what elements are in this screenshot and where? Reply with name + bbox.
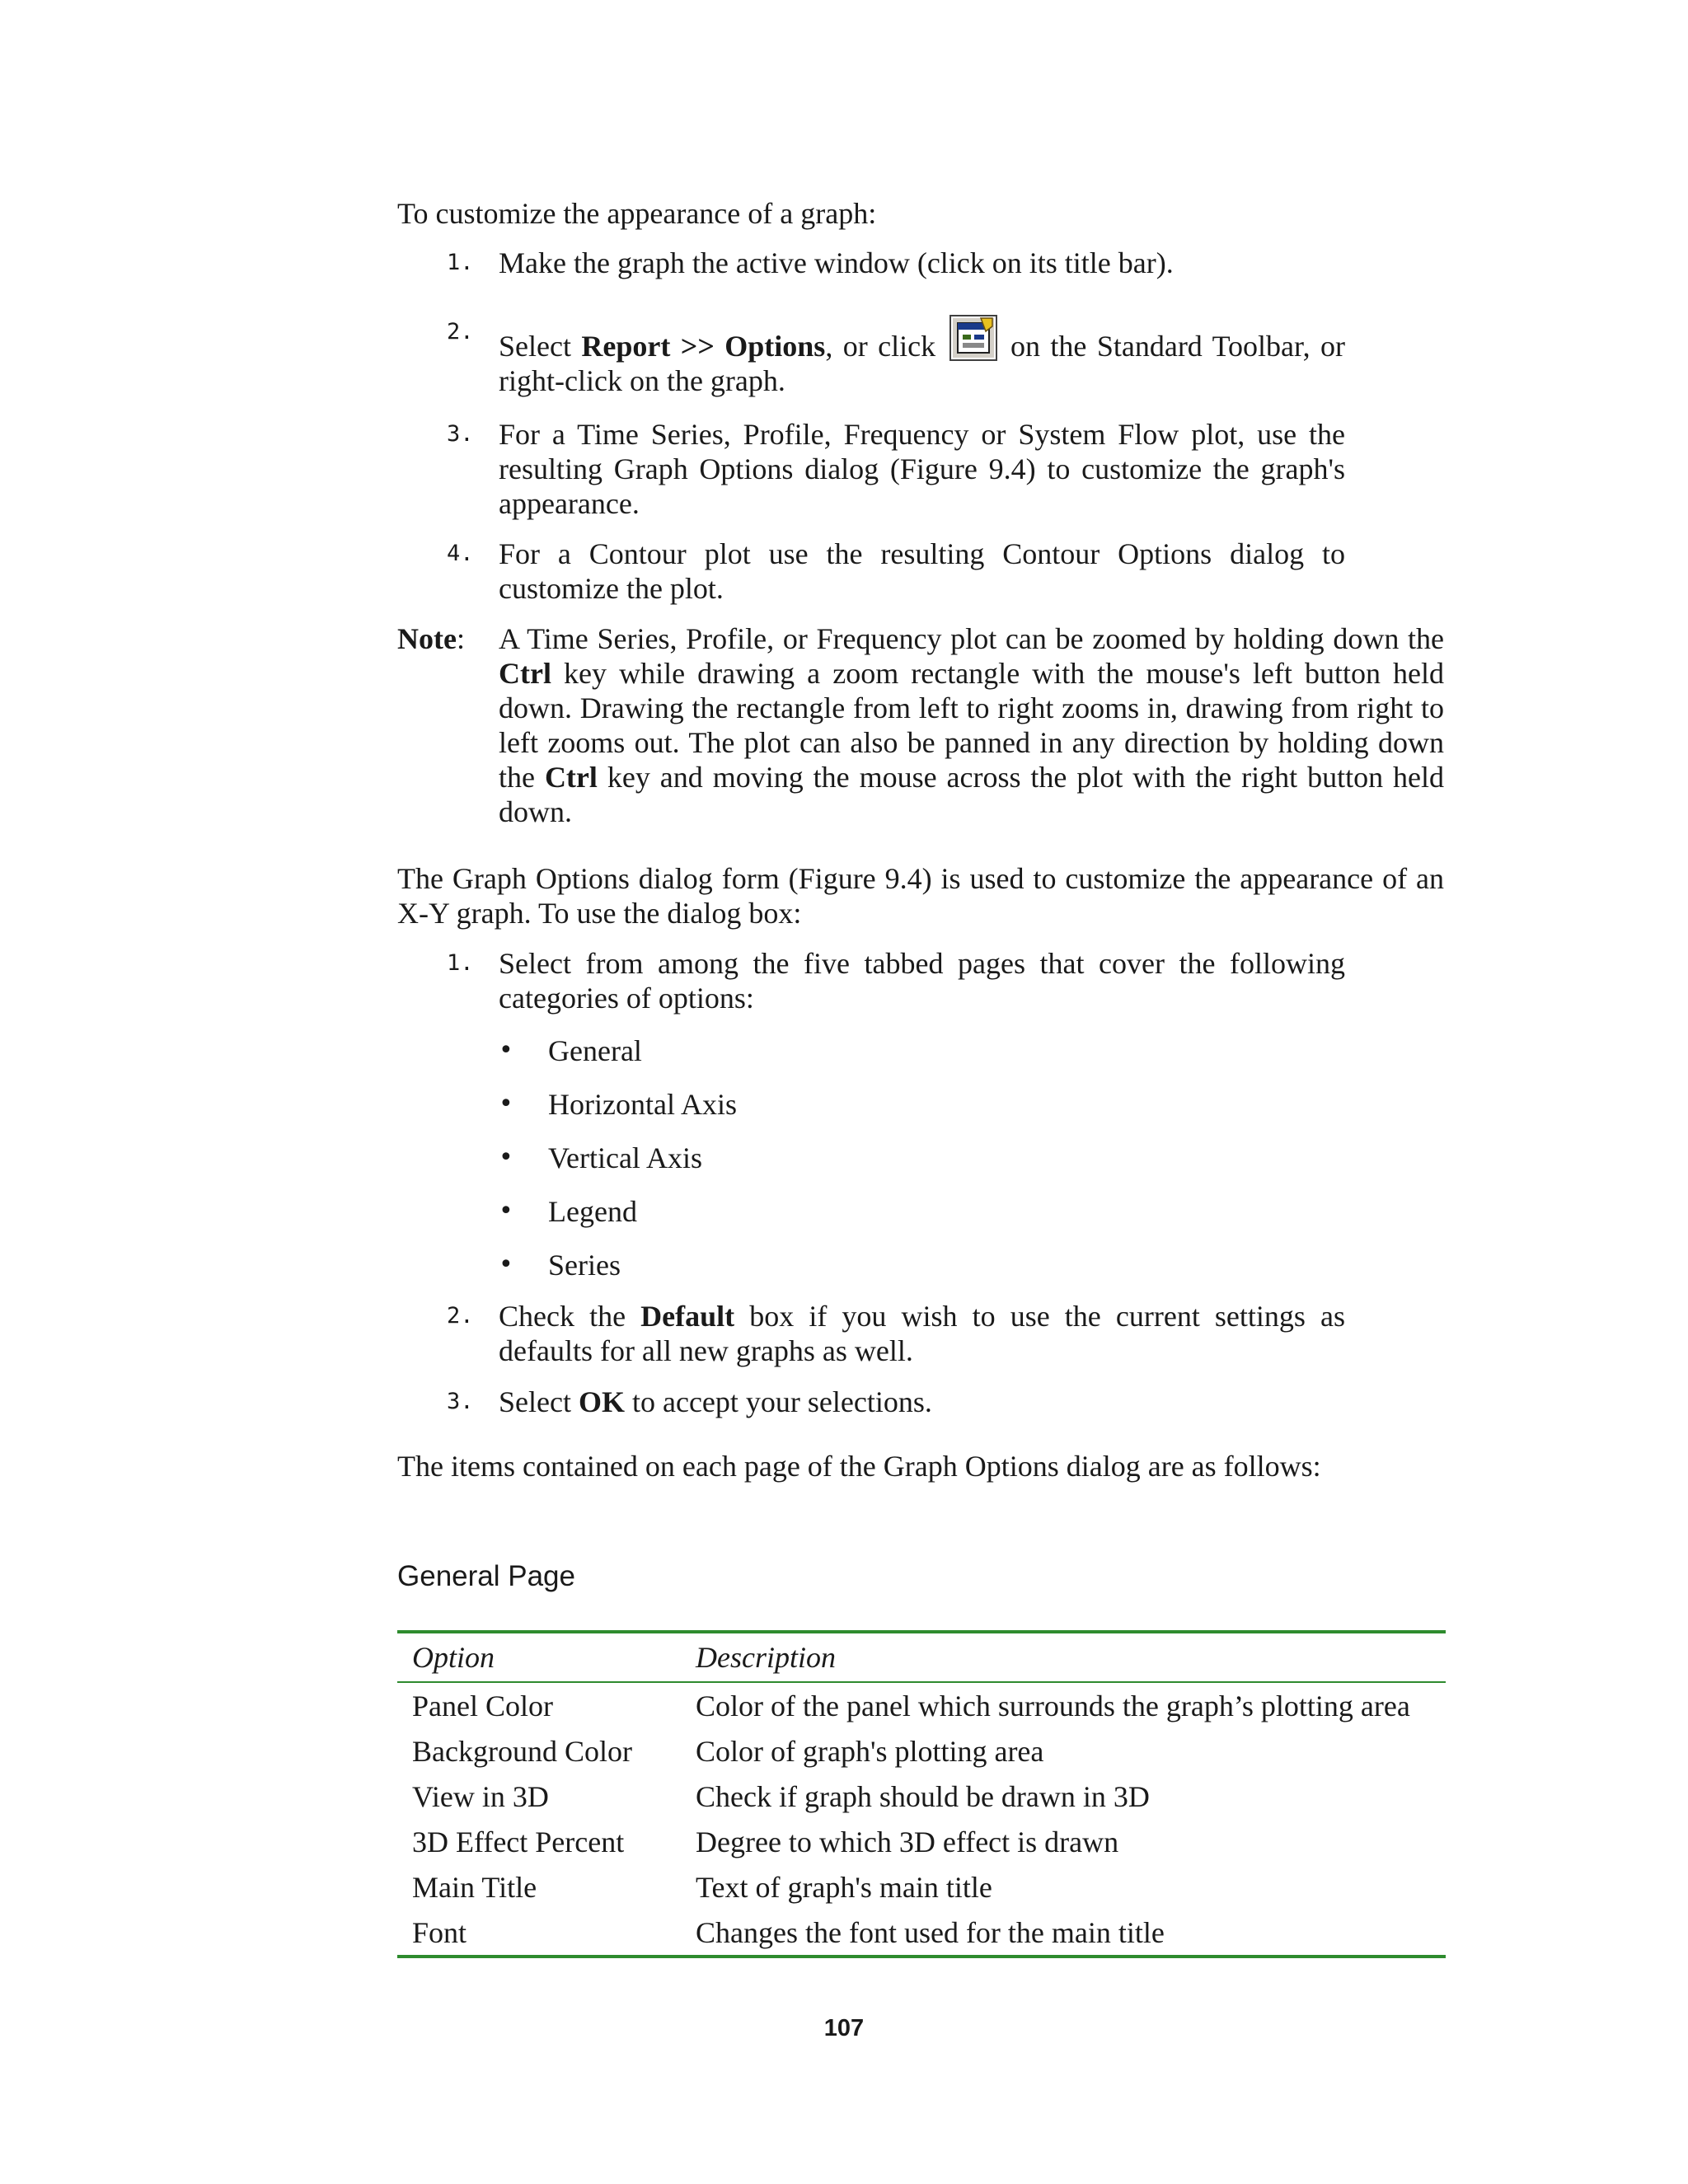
option-cell: Main Title (412, 1870, 537, 1904)
step-text: For a Contour plot use the resulting Contour Options dialog to customize the plot. (499, 537, 1345, 605)
step-text-pre: Select (499, 330, 582, 363)
column-header-description: Description (681, 1632, 1446, 1682)
note-label (397, 621, 465, 656)
step-text-post: on the Standard Toolbar, or right-click on the graph. (499, 330, 1346, 397)
dialog-steps-list (397, 946, 1345, 1419)
page-number: 107 (823, 2015, 865, 2041)
items-intro-text: The items contained on each page of the Graph Options dialog are as follows: (397, 1450, 1321, 1483)
dialog-step-2 (397, 1299, 1345, 1385)
column-header-option: Option (397, 1632, 681, 1682)
option-cell: 3D Effect Percent (412, 1825, 625, 1858)
intro-text: To customize the appearance of a graph: (397, 197, 877, 230)
option-cell: Font (412, 1915, 467, 1949)
category-item (499, 1141, 1345, 1194)
ctrl-key-label: Ctrl (544, 761, 598, 794)
graph-options-icon (950, 315, 997, 361)
table-row (397, 1682, 1446, 1728)
description-cell: Changes the font used for the main title (696, 1915, 1165, 1949)
step-number: 2. (447, 319, 474, 344)
description-cell: Check if graph should be drawn in 3D (696, 1779, 1150, 1813)
menu-path-report-options: Report >> Options (581, 330, 826, 363)
ok-button-label: OK (578, 1385, 625, 1418)
default-checkbox-label: Default (640, 1300, 735, 1333)
bullet-icon: • (499, 1197, 513, 1226)
description-cell: Color of graph's plotting area (696, 1734, 1044, 1768)
description-cell: Text of graph's main title (696, 1870, 992, 1904)
note-text-3: key and moving the mouse across the plot with the right button held down. (499, 761, 1445, 828)
step-text-post: box if you wish to use the current settings as defaults for all new graphs as well. (499, 1300, 1346, 1367)
category-item (499, 1087, 1345, 1141)
step-text-pre: Select (499, 1385, 579, 1418)
table-header-row (397, 1632, 1446, 1682)
category-label: Horizontal Axis (548, 1088, 737, 1121)
step-number: 3. (447, 421, 474, 447)
note-block (397, 621, 1444, 829)
option-categories-list (499, 1033, 1345, 1299)
step-number: 1. (447, 250, 474, 275)
option-cell: Background Color (412, 1734, 632, 1768)
customize-step-2 (397, 315, 1345, 399)
dialog-step-1 (397, 946, 1345, 1299)
category-label: General (548, 1034, 642, 1067)
table-row (397, 1864, 1446, 1910)
step-text-mid: , or click (825, 330, 936, 363)
customize-step-4 (397, 537, 1345, 606)
customize-step-3 (397, 417, 1345, 537)
table-row (397, 1774, 1446, 1819)
bullet-icon: • (499, 1090, 513, 1118)
category-label: Series (548, 1249, 621, 1282)
note-label-text: Note (397, 622, 457, 655)
customize-steps-list (397, 246, 1345, 606)
step-text: Make the graph the active window (click on its title bar). (499, 246, 1174, 279)
option-cell: View in 3D (412, 1779, 549, 1813)
description-cell: Degree to which 3D effect is drawn (696, 1825, 1119, 1858)
step-text: Select from among the five tabbed pages that cover the following categories of options: (499, 947, 1345, 1015)
ctrl-key-label: Ctrl (499, 657, 551, 690)
category-item (499, 1194, 1345, 1248)
bullet-icon: • (499, 1036, 513, 1065)
step-text-pre: Check the (499, 1300, 641, 1333)
table-row (397, 1910, 1446, 1957)
step-number: 4. (447, 541, 474, 566)
step-number: 3. (447, 1389, 474, 1414)
customize-step-1 (397, 246, 1345, 315)
category-label: Vertical Axis (548, 1141, 702, 1174)
general-page-options-table (397, 1630, 1446, 1958)
dialog-step-3 (397, 1385, 1345, 1419)
step-text: For a Time Series, Profile, Frequency or System Flow plot, use the resulting Graph Options dialog (Figure 9.4) to customize the graph's appearance. (499, 418, 1345, 520)
table-row (397, 1819, 1446, 1864)
note-text-2: key while drawing a zoom rectangle with the mouse's left button held down. Drawing the rectangle from left to right zooms in, drawing from right to left zooms out. The plot can also be panned in any direction by holding down the (499, 657, 1444, 794)
note-label-colon: : (456, 622, 465, 655)
category-item (499, 1248, 1345, 1299)
category-item (499, 1033, 1345, 1087)
bullet-icon: • (499, 1143, 513, 1172)
step-number: 2. (447, 1303, 474, 1329)
section-heading-general-page: General Page (397, 1560, 575, 1592)
table-row (397, 1728, 1446, 1774)
step-number: 1. (447, 950, 474, 976)
step-text-post: to accept your selections. (624, 1385, 932, 1418)
description-cell: Color of the panel which surrounds the graph’s plotting area (696, 1689, 1410, 1722)
option-cell: Panel Color (412, 1689, 553, 1722)
category-label: Legend (548, 1195, 637, 1228)
note-text-1: A Time Series, Profile, or Frequency plot can be zoomed by holding down the (499, 622, 1444, 655)
bullet-icon: • (499, 1250, 513, 1279)
dialog-intro-text: The Graph Options dialog form (Figure 9.4) is used to customize the appearance of an X-Y graph. To use the dialog box: (397, 862, 1444, 930)
note-body (499, 621, 1444, 829)
